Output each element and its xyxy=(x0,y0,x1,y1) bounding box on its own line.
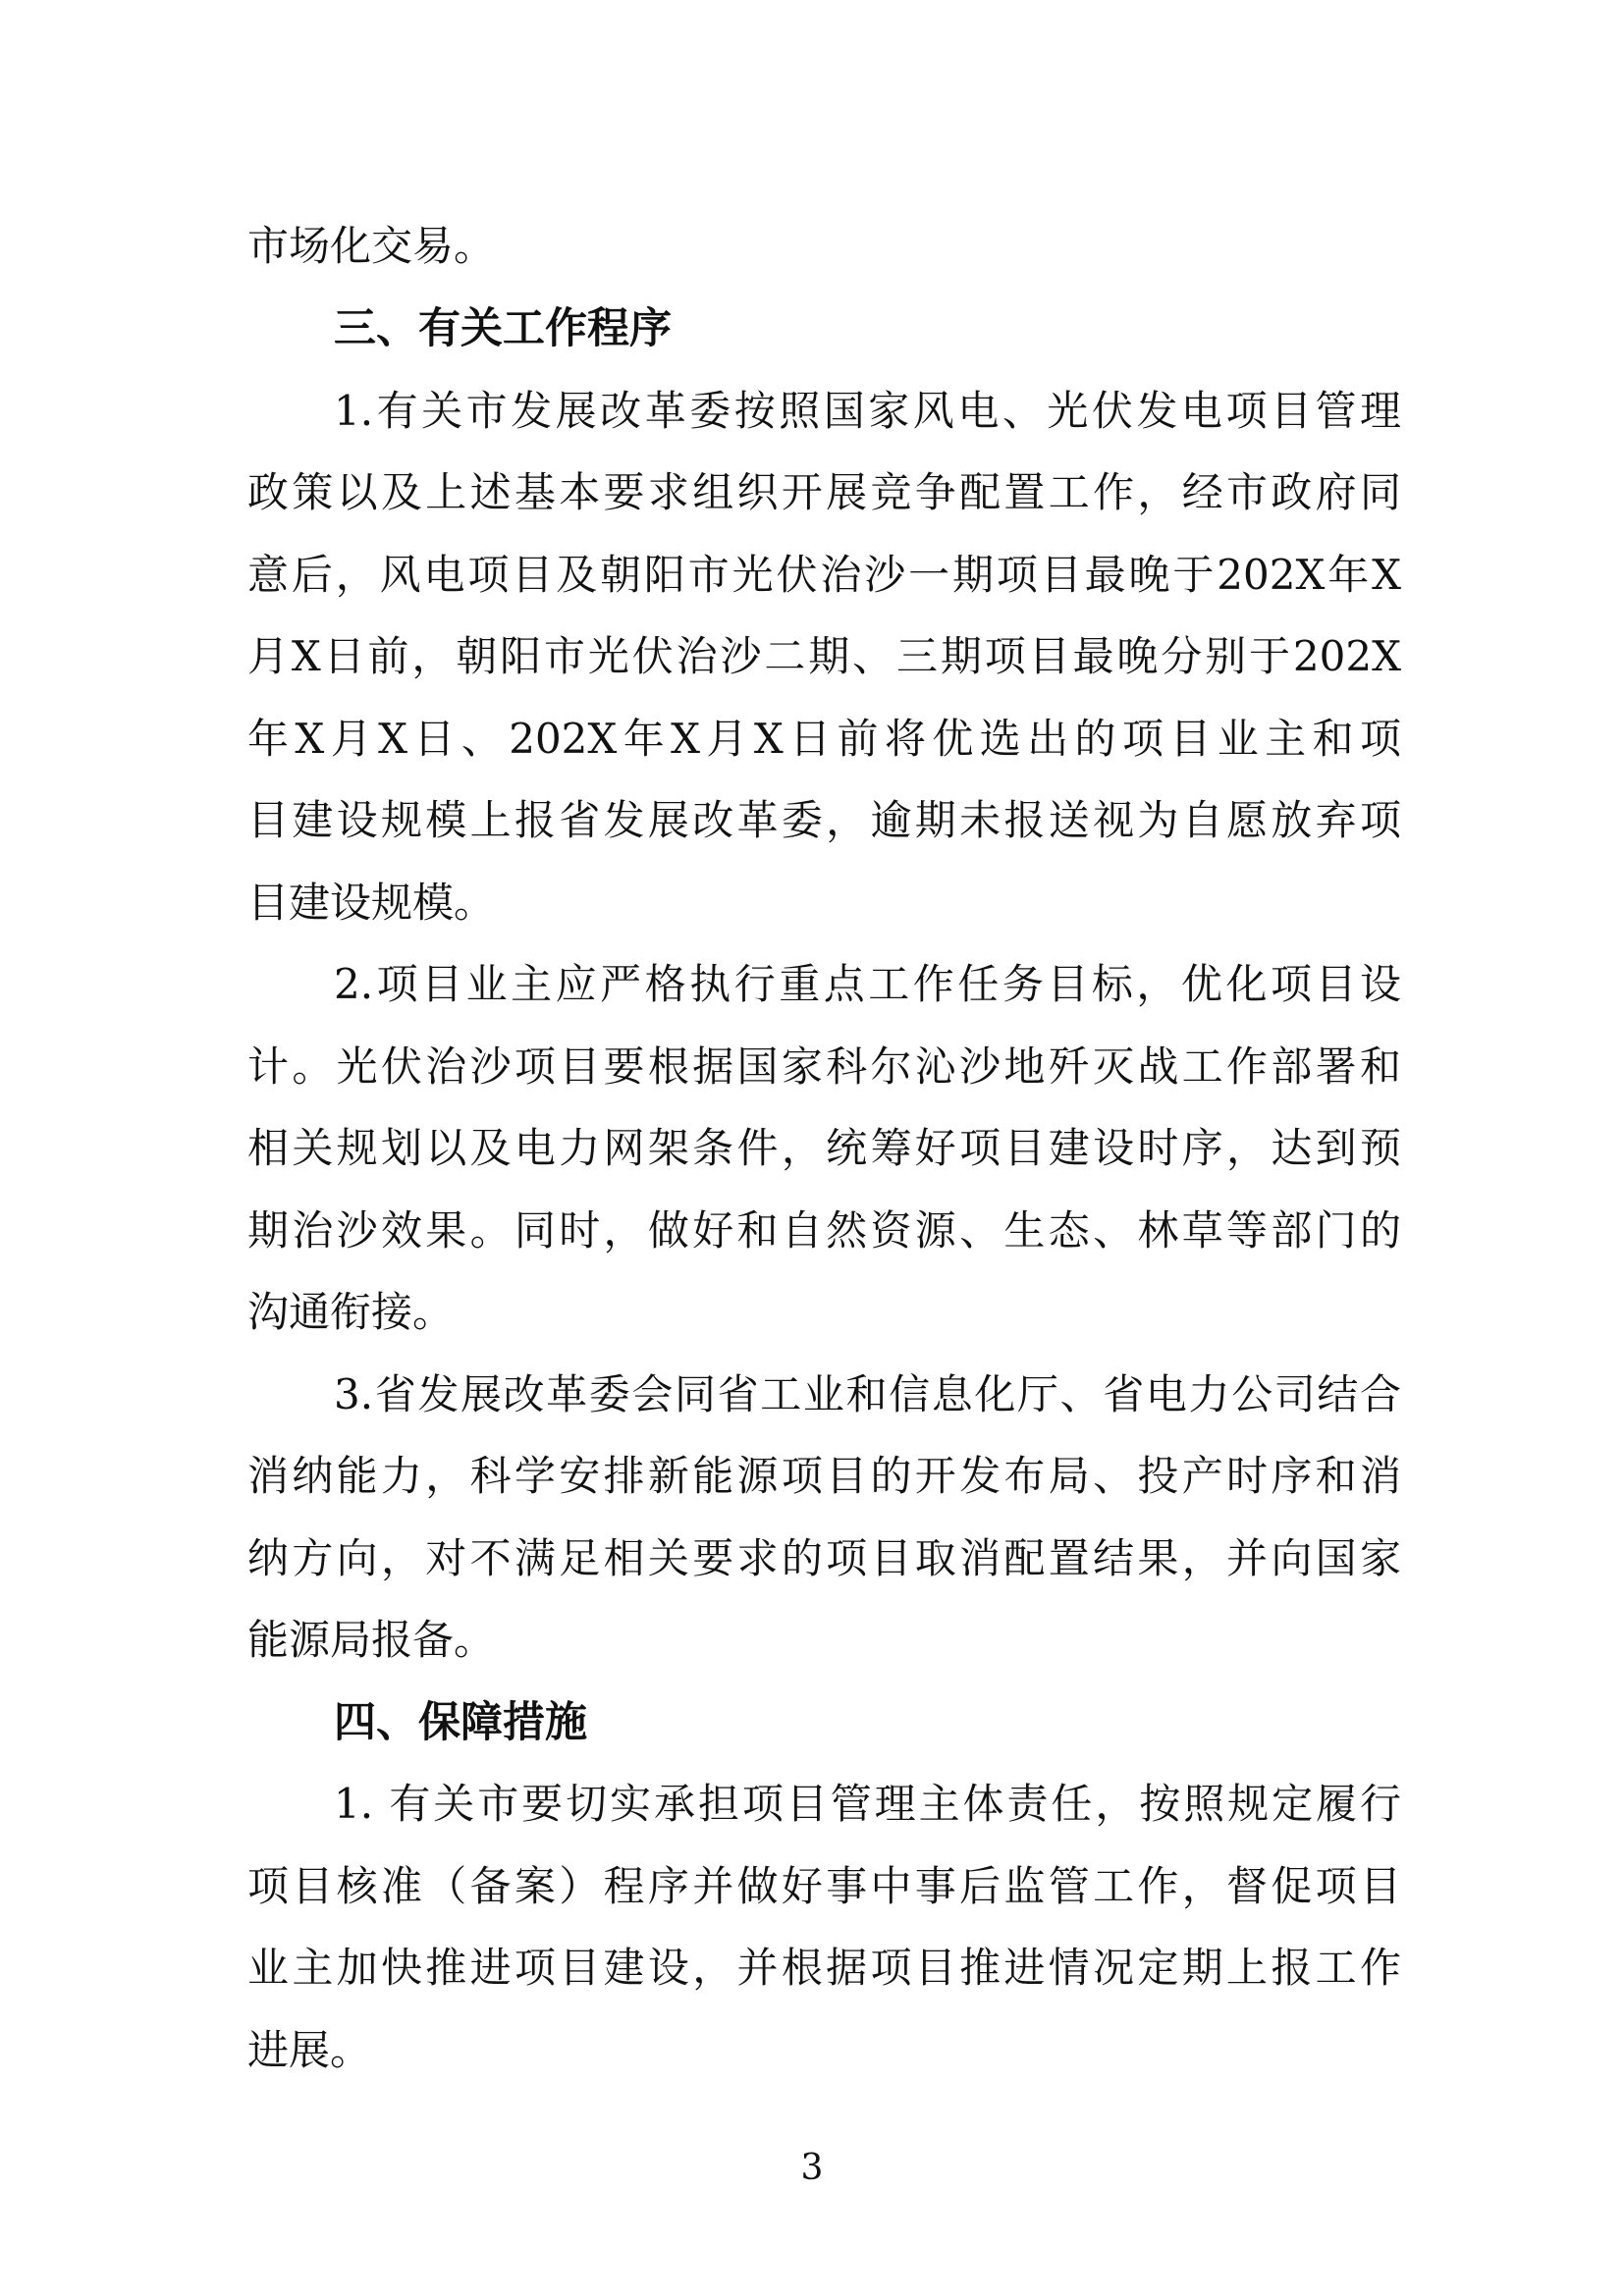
paragraph-line: 消纳能力，科学安排新能源项目的开发布局、投产时序和消 xyxy=(247,1452,1401,1500)
paragraph-line: 年X月X日、202X年X月X日前将优选出的项目业主和项 xyxy=(247,715,1401,763)
paragraph-line: 进展。 xyxy=(247,2026,372,2074)
paragraph-line: 相关规划以及电力网架条件，统筹好项目建设时序，达到预 xyxy=(247,1124,1401,1172)
paragraph-line: 项目核准（备案）程序并做好事中事后监管工作，督促项目 xyxy=(247,1862,1401,1910)
paragraph-line: 目建设规模。 xyxy=(247,879,496,927)
paragraph-line: 计。光伏治沙项目要根据国家科尔沁沙地歼灭战工作部署和 xyxy=(247,1042,1401,1091)
section-heading-work-procedure: 三、有关工作程序 xyxy=(334,304,672,353)
paragraph-line: 意后，风电项目及朝阳市光伏治沙一期项目最晚于202X年X xyxy=(247,551,1401,599)
paragraph-line: 2.项目业主应严格执行重点工作任务目标，优化项目设 xyxy=(334,960,1401,1008)
paragraph-line: 期治沙效果。同时，做好和自然资源、生态、林草等部门的 xyxy=(247,1206,1401,1255)
paragraph-line: 1.有关市发展改革委按照国家风电、光伏发电项目管理 xyxy=(334,387,1401,435)
paragraph-line: 3.省发展改革委会同省工业和信息化厅、省电力公司结合 xyxy=(334,1370,1401,1418)
paragraph-line: 市场化交易。 xyxy=(247,222,496,270)
paragraph-line: 能源局报备。 xyxy=(247,1616,496,1664)
paragraph-line: 目建设规模上报省发展改革委，逾期未报送视为自愿放弃项 xyxy=(247,796,1401,844)
section-heading-safeguards: 四、保障措施 xyxy=(334,1698,587,1747)
paragraph-line: 沟通衔接。 xyxy=(247,1288,455,1336)
paragraph-line: 政策以及上述基本要求组织开展竞争配置工作，经市政府同 xyxy=(247,468,1401,516)
paragraph-line: 月X日前，朝阳市光伏治沙二期、三期项目最晚分别于202X xyxy=(247,632,1401,680)
page-number: 3 xyxy=(800,2148,824,2188)
paragraph-line: 纳方向，对不满足相关要求的项目取消配置结果，并向国家 xyxy=(247,1534,1401,1582)
paragraph-line: 1. 有关市要切实承担项目管理主体责任，按照规定履行 xyxy=(334,1780,1401,1828)
paragraph-line: 业主加快推进项目建设，并根据项目推进情况定期上报工作 xyxy=(247,1944,1401,1992)
